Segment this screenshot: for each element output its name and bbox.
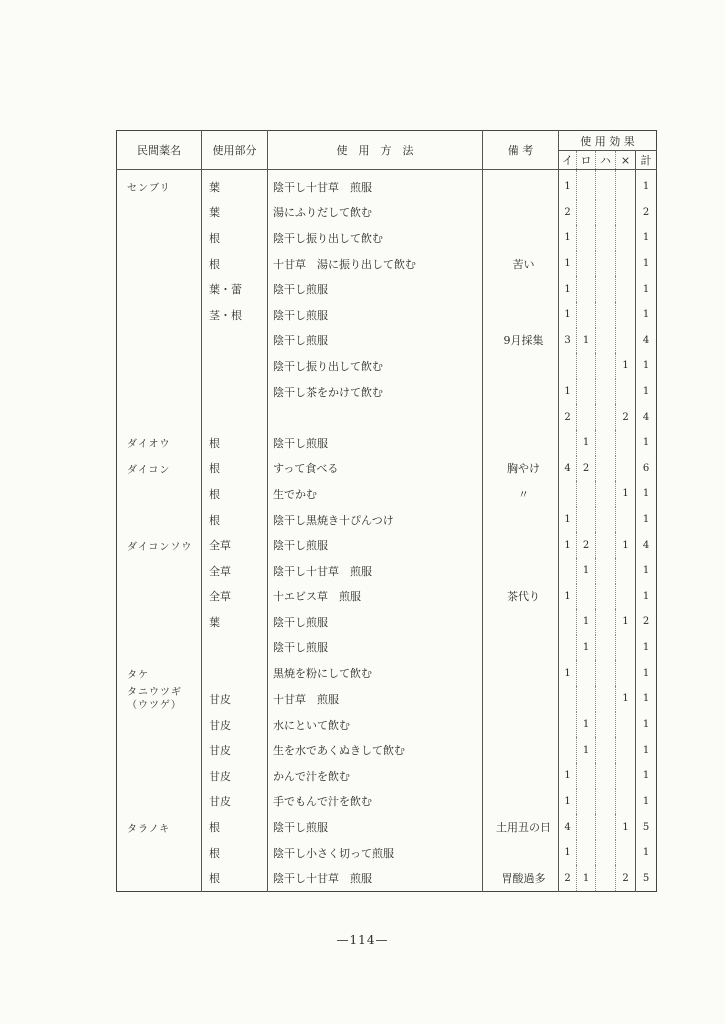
cell-effect-ro: 2 (577, 456, 596, 482)
cell-effect-i: 2 (559, 200, 577, 226)
table-row (117, 170, 657, 200)
cell-effect-i: 2 (559, 865, 577, 891)
cell-effect-ro (577, 170, 596, 200)
cell-note: 土用丑の日 (483, 814, 559, 840)
cell-note (483, 507, 559, 533)
cell-part: 甘皮 (202, 789, 268, 815)
cell-effect-ro: 1 (577, 430, 596, 456)
cell-method: 陰干し小さく切って煎服 (268, 840, 483, 866)
cell-name (117, 507, 202, 533)
cell-total: 2 (636, 200, 657, 226)
cell-method: 陰干し振り出して飲む (268, 353, 483, 379)
table-row (117, 225, 657, 251)
cell-total: 1 (636, 430, 657, 456)
cell-effect-x: 1 (616, 686, 636, 712)
table-row (117, 558, 657, 584)
cell-effect-x: 1 (616, 609, 636, 635)
cell-total: 2 (636, 609, 657, 635)
cell-effect-ro (577, 379, 596, 405)
cell-note (483, 609, 559, 635)
cell-part: 根 (202, 865, 268, 891)
cell-part: 葉 (202, 200, 268, 226)
cell-method: 陰干し煎服 (268, 276, 483, 302)
cell-effect-i: 1 (559, 763, 577, 789)
cell-effect-ro (577, 686, 596, 712)
cell-effect-i (559, 737, 577, 763)
cell-method: 陰干し煎服 (268, 609, 483, 635)
cell-method: 陰干し十甘草 煎服 (268, 558, 483, 584)
cell-method: 陰干し煎服 (268, 430, 483, 456)
cell-effect-ha (596, 200, 616, 226)
cell-method: 水にといて飲む (268, 712, 483, 738)
cell-part: 全草 (202, 584, 268, 610)
cell-effect-ro: 1 (577, 328, 596, 354)
cell-effect-x (616, 840, 636, 866)
cell-effect-x (616, 558, 636, 584)
cell-total: 1 (636, 379, 657, 405)
cell-method: 陰干し煎服 (268, 532, 483, 558)
cell-name (117, 635, 202, 661)
cell-method: 陰干し十甘草 煎服 (268, 170, 483, 200)
cell-effect-ha (596, 686, 616, 712)
cell-effect-x (616, 170, 636, 200)
table-row (117, 789, 657, 815)
cell-effect-ro: 2 (577, 532, 596, 558)
cell-name (117, 584, 202, 610)
cell-method: 陰干し振り出して飲む (268, 225, 483, 251)
cell-method (268, 404, 483, 430)
cell-effect-ha (596, 481, 616, 507)
cell-note: 胃酸過多 (483, 865, 559, 891)
cell-effect-ha (596, 251, 616, 277)
cell-effect-i: 1 (559, 507, 577, 533)
cell-effect-x (616, 635, 636, 661)
header-part: 使用部分 (202, 131, 268, 170)
cell-effect-ro (577, 353, 596, 379)
table-row (117, 379, 657, 405)
cell-effect-x (616, 507, 636, 533)
table-row (117, 328, 657, 354)
table-row (117, 353, 657, 379)
cell-part: 甘皮 (202, 737, 268, 763)
cell-part: 根 (202, 507, 268, 533)
cell-method: 生を水であくぬきして飲む (268, 737, 483, 763)
cell-method: 十甘草 煎服 (268, 686, 483, 712)
cell-total: 1 (636, 789, 657, 815)
cell-effect-ha (596, 789, 616, 815)
cell-part: 茎・根 (202, 302, 268, 328)
cell-effect-ro (577, 763, 596, 789)
folk-medicine-table (116, 130, 657, 892)
cell-name (117, 328, 202, 354)
cell-effect-i: 1 (559, 276, 577, 302)
cell-method: 十甘草 湯に振り出して飲む (268, 251, 483, 277)
cell-name (117, 379, 202, 405)
cell-effect-i: 1 (559, 170, 577, 200)
cell-effect-x (616, 763, 636, 789)
cell-effect-ha (596, 840, 616, 866)
cell-effect-ha (596, 814, 616, 840)
cell-method: 黒焼を粉にして飲む (268, 660, 483, 686)
cell-name: ダイコンソウ (127, 541, 193, 553)
cell-effect-i: 4 (559, 456, 577, 482)
cell-name: センブリ (127, 183, 171, 195)
cell-part: 甘皮 (202, 686, 268, 712)
cell-name: タラノキ (127, 823, 171, 835)
cell-method: 陰干し煎服 (268, 328, 483, 354)
cell-effect-i (559, 712, 577, 738)
cell-effect-x (616, 200, 636, 226)
cell-effect-ro (577, 481, 596, 507)
cell-name (117, 558, 202, 584)
table-row (117, 660, 657, 686)
cell-effect-ha (596, 170, 616, 200)
cell-note (483, 170, 559, 200)
cell-part: 全草 (202, 532, 268, 558)
cell-total: 1 (636, 737, 657, 763)
cell-note (483, 353, 559, 379)
cell-part: 根 (202, 481, 268, 507)
cell-effect-i: 1 (559, 840, 577, 866)
cell-note (483, 225, 559, 251)
cell-name (117, 225, 202, 251)
table-row (117, 865, 657, 891)
cell-effect-ro: 1 (577, 609, 596, 635)
cell-method: 陰干し煎服 (268, 814, 483, 840)
cell-total: 1 (636, 225, 657, 251)
cell-effect-x (616, 660, 636, 686)
cell-note: 胸やけ (483, 456, 559, 482)
cell-effect-ha (596, 635, 616, 661)
cell-effect-ha (596, 712, 616, 738)
cell-part: 根 (202, 225, 268, 251)
cell-effect-i: 1 (559, 379, 577, 405)
cell-total: 5 (636, 814, 657, 840)
cell-effect-i: 2 (559, 404, 577, 430)
cell-name (117, 302, 202, 328)
header-effect: 使 用 効 果 (559, 131, 657, 151)
cell-effect-i (559, 430, 577, 456)
cell-effect-i: 1 (559, 532, 577, 558)
table-row (117, 584, 657, 610)
cell-effect-ha (596, 584, 616, 610)
cell-effect-ro (577, 584, 596, 610)
cell-name (117, 840, 202, 866)
cell-effect-x: 2 (616, 865, 636, 891)
cell-note (483, 763, 559, 789)
cell-method: 陰干し煎服 (268, 302, 483, 328)
cell-note: 〃 (483, 481, 559, 507)
cell-note (483, 635, 559, 661)
cell-effect-i: 1 (559, 251, 577, 277)
cell-effect-ha (596, 558, 616, 584)
cell-effect-ro (577, 840, 596, 866)
cell-note (483, 302, 559, 328)
cell-name (117, 609, 202, 635)
table-row (117, 609, 657, 635)
subheader-effect-ha: ハ (596, 151, 616, 170)
header-method: 使 用 方 法 (268, 131, 483, 170)
cell-total: 1 (636, 635, 657, 661)
cell-part: 根 (202, 251, 268, 277)
cell-name (117, 481, 202, 507)
cell-effect-ha (596, 456, 616, 482)
cell-effect-x: 1 (616, 353, 636, 379)
cell-name (117, 200, 202, 226)
cell-note (483, 660, 559, 686)
cell-effect-ha (596, 353, 616, 379)
header-name: 民間薬名 (117, 131, 202, 170)
cell-effect-i (559, 686, 577, 712)
cell-effect-i: 1 (559, 789, 577, 815)
table-row (117, 430, 657, 456)
cell-note (483, 200, 559, 226)
cell-part (202, 660, 268, 686)
cell-total: 1 (636, 481, 657, 507)
cell-name: ダイオウ (127, 439, 171, 451)
cell-effect-i: 1 (559, 225, 577, 251)
cell-note (483, 737, 559, 763)
table-body (117, 170, 657, 892)
cell-note (483, 430, 559, 456)
cell-effect-i: 1 (559, 584, 577, 610)
table-row (117, 276, 657, 302)
cell-name (117, 712, 202, 738)
cell-total: 4 (636, 404, 657, 430)
cell-effect-x (616, 737, 636, 763)
cell-method: すって食べる (268, 456, 483, 482)
subheader-effect-i: イ (559, 151, 577, 170)
cell-effect-ro (577, 660, 596, 686)
cell-note: 9月採集 (483, 328, 559, 354)
cell-effect-x (616, 789, 636, 815)
cell-total: 1 (636, 251, 657, 277)
cell-effect-x (616, 328, 636, 354)
cell-effect-i (559, 609, 577, 635)
cell-effect-ro (577, 225, 596, 251)
cell-name: ダイコン (127, 464, 171, 476)
cell-effect-ro (577, 507, 596, 533)
cell-part: 根 (202, 430, 268, 456)
cell-note: 茶代り (483, 584, 559, 610)
cell-effect-x (616, 225, 636, 251)
subheader-effect-ro: ロ (577, 151, 596, 170)
cell-method: 陰干し黒焼き十ぴんつけ (268, 507, 483, 533)
cell-part: 根 (202, 840, 268, 866)
cell-total: 1 (636, 276, 657, 302)
cell-note (483, 712, 559, 738)
cell-name (117, 737, 202, 763)
cell-effect-x: 1 (616, 814, 636, 840)
cell-effect-ha (596, 660, 616, 686)
cell-note (483, 532, 559, 558)
subheader-effect-x: × (616, 151, 636, 170)
cell-effect-ro (577, 276, 596, 302)
subheader-effect-total: 計 (636, 151, 657, 170)
cell-note (483, 276, 559, 302)
cell-effect-ro (577, 302, 596, 328)
cell-name (117, 763, 202, 789)
table-row (117, 481, 657, 507)
cell-part (202, 404, 268, 430)
cell-total: 1 (636, 507, 657, 533)
cell-effect-x (616, 276, 636, 302)
cell-part (202, 379, 268, 405)
cell-effect-x (616, 430, 636, 456)
cell-note (483, 558, 559, 584)
table-row (117, 302, 657, 328)
cell-effect-ro (577, 404, 596, 430)
cell-note (483, 379, 559, 405)
cell-effect-ro (577, 789, 596, 815)
cell-total: 1 (636, 660, 657, 686)
cell-part (202, 635, 268, 661)
cell-total: 1 (636, 558, 657, 584)
cell-method: 湯にふりだして飲む (268, 200, 483, 226)
cell-name (117, 251, 202, 277)
cell-total: 1 (636, 170, 657, 200)
cell-effect-ro (577, 814, 596, 840)
cell-method: 十エビス草 煎服 (268, 584, 483, 610)
table-row (117, 251, 657, 277)
table-row (117, 763, 657, 789)
cell-effect-i (559, 481, 577, 507)
cell-note (483, 686, 559, 712)
cell-method: 生でかむ (268, 481, 483, 507)
cell-effect-ro: 1 (577, 558, 596, 584)
cell-note (483, 840, 559, 866)
cell-total: 1 (636, 353, 657, 379)
cell-total: 5 (636, 865, 657, 891)
cell-part: 葉 (202, 609, 268, 635)
cell-effect-x (616, 584, 636, 610)
cell-method: かんで汁を飲む (268, 763, 483, 789)
cell-effect-i: 1 (559, 660, 577, 686)
cell-part: 全草 (202, 558, 268, 584)
cell-effect-i: 3 (559, 328, 577, 354)
cell-effect-ha (596, 763, 616, 789)
table-row (117, 686, 657, 712)
cell-effect-ro: 1 (577, 712, 596, 738)
cell-effect-x (616, 379, 636, 405)
cell-method: 陰干し茶をかけて飲む (268, 379, 483, 405)
cell-effect-ha (596, 609, 616, 635)
table-row (117, 404, 657, 430)
cell-effect-ro: 1 (577, 865, 596, 891)
cell-method: 陰干し煎服 (268, 635, 483, 661)
cell-effect-ha (596, 507, 616, 533)
cell-name (117, 865, 202, 891)
cell-effect-ha (596, 430, 616, 456)
cell-note (483, 789, 559, 815)
cell-part (202, 353, 268, 379)
cell-name (117, 404, 202, 430)
cell-effect-ha (596, 379, 616, 405)
cell-part: 葉・蕾 (202, 276, 268, 302)
cell-effect-ha (596, 276, 616, 302)
cell-total: 1 (636, 840, 657, 866)
cell-total: 6 (636, 456, 657, 482)
table-row (117, 737, 657, 763)
cell-total: 4 (636, 328, 657, 354)
page-number: —114— (336, 933, 389, 947)
table-row (117, 507, 657, 533)
cell-method: 手でもんで汁を飲む (268, 789, 483, 815)
cell-effect-x (616, 456, 636, 482)
cell-part (202, 328, 268, 354)
cell-effect-x: 1 (616, 532, 636, 558)
cell-part: 甘皮 (202, 763, 268, 789)
cell-total: 1 (636, 686, 657, 712)
cell-part: 葉 (202, 170, 268, 200)
cell-effect-x: 2 (616, 404, 636, 430)
cell-part: 根 (202, 456, 268, 482)
cell-part: 甘皮 (202, 712, 268, 738)
table-row (117, 200, 657, 226)
cell-effect-ro (577, 251, 596, 277)
cell-name (117, 789, 202, 815)
cell-effect-ha (596, 302, 616, 328)
cell-part: 根 (202, 814, 268, 840)
table-row (117, 814, 657, 840)
cell-effect-i (559, 353, 577, 379)
cell-effect-ro (577, 200, 596, 226)
cell-total: 1 (636, 712, 657, 738)
cell-effect-x (616, 712, 636, 738)
cell-name (117, 353, 202, 379)
cell-effect-i (559, 635, 577, 661)
cell-effect-ro: 1 (577, 737, 596, 763)
table-row (117, 840, 657, 866)
cell-total: 1 (636, 584, 657, 610)
cell-effect-ro: 1 (577, 635, 596, 661)
cell-effect-ha (596, 737, 616, 763)
cell-name: タニウツギ （ウツゲ） (127, 686, 182, 711)
cell-effect-ha (596, 328, 616, 354)
cell-effect-i: 4 (559, 814, 577, 840)
cell-total: 4 (636, 532, 657, 558)
cell-effect-ha (596, 225, 616, 251)
cell-note (483, 404, 559, 430)
cell-effect-x (616, 251, 636, 277)
cell-method: 陰干し十甘草 煎服 (268, 865, 483, 891)
cell-note: 苦い (483, 251, 559, 277)
cell-total: 1 (636, 763, 657, 789)
cell-effect-ha (596, 865, 616, 891)
cell-total: 1 (636, 302, 657, 328)
table-row (117, 635, 657, 661)
cell-effect-i: 1 (559, 302, 577, 328)
table-row (117, 532, 657, 558)
cell-effect-x (616, 302, 636, 328)
cell-name (117, 276, 202, 302)
cell-effect-x: 1 (616, 481, 636, 507)
cell-effect-i (559, 558, 577, 584)
header-note: 備 考 (483, 131, 559, 170)
table-row (117, 456, 657, 482)
cell-effect-ha (596, 404, 616, 430)
cell-effect-ha (596, 532, 616, 558)
table-row (117, 712, 657, 738)
cell-name: タケ (127, 669, 149, 681)
